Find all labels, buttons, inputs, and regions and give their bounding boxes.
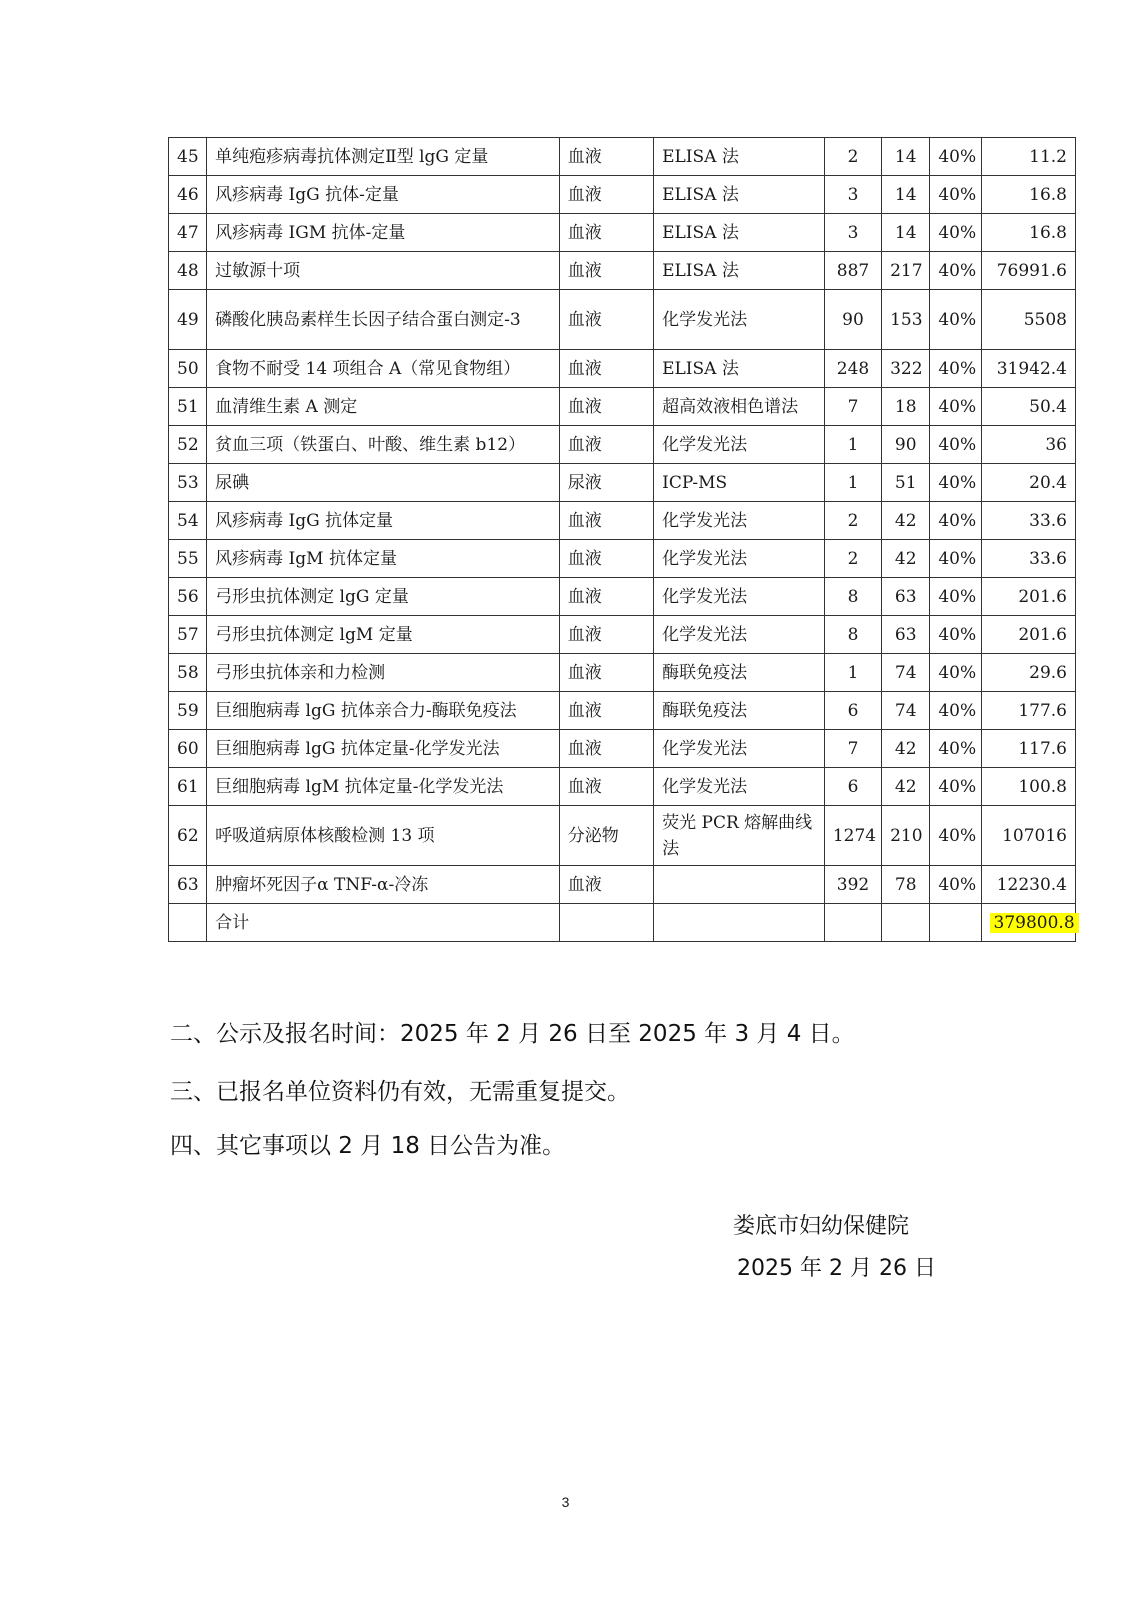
row-number-cell: 52 bbox=[169, 426, 207, 464]
unit-price-cell: 74 bbox=[882, 692, 930, 730]
unit-price-cell: 14 bbox=[882, 138, 930, 176]
sample-type-cell: 血液 bbox=[559, 730, 653, 768]
announcement-validity: 三、已报名单位资料仍有效，无需重复提交。 bbox=[170, 1079, 630, 1105]
quantity-cell: 7 bbox=[824, 388, 881, 426]
item-name-cell: 单纯疱疹病毒抗体测定Ⅱ型 lgG 定量 bbox=[207, 138, 560, 176]
table-row bbox=[169, 290, 1076, 350]
amount-cell: 33.6 bbox=[981, 502, 1075, 540]
table-row bbox=[169, 252, 1076, 290]
page-number: 3 bbox=[561, 1494, 570, 1510]
amount-cell: 201.6 bbox=[981, 616, 1075, 654]
quantity-cell: 887 bbox=[824, 252, 881, 290]
item-name-cell: 巨细胞病毒 lgM 抗体定量-化学发光法 bbox=[207, 768, 560, 806]
item-name-cell: 弓形虫抗体测定 lgM 定量 bbox=[207, 616, 560, 654]
announcement-other: 四、其它事项以 2 月 18 日公告为准。 bbox=[170, 1133, 566, 1159]
sample-type-cell: 分泌物 bbox=[559, 806, 653, 866]
row-number-cell: 51 bbox=[169, 388, 207, 426]
unit-price-cell: 217 bbox=[882, 252, 930, 290]
rate-cell: 40% bbox=[930, 426, 981, 464]
rate-cell: 40% bbox=[930, 388, 981, 426]
amount-cell: 16.8 bbox=[981, 214, 1075, 252]
unit-price-cell: 153 bbox=[882, 290, 930, 350]
sample-type-cell: 血液 bbox=[559, 654, 653, 692]
unit-price-cell: 63 bbox=[882, 616, 930, 654]
table-row bbox=[169, 350, 1076, 388]
sample-type-cell: 血液 bbox=[559, 502, 653, 540]
total-amount: 379800.8 bbox=[990, 913, 1079, 933]
quantity-cell: 90 bbox=[824, 290, 881, 350]
amount-cell: 50.4 bbox=[981, 388, 1075, 426]
rate-cell: 40% bbox=[930, 654, 981, 692]
rate-cell: 40% bbox=[930, 768, 981, 806]
unit-price-cell: 78 bbox=[882, 866, 930, 904]
empty-cell bbox=[169, 904, 207, 942]
rate-cell: 40% bbox=[930, 730, 981, 768]
rate-cell: 40% bbox=[930, 806, 981, 866]
signature-date: 2025 年 2 月 26 日 bbox=[737, 1256, 936, 1281]
quantity-cell: 1 bbox=[824, 654, 881, 692]
quantity-cell: 392 bbox=[824, 866, 881, 904]
announcement-time: 二、公示及报名时间：2025 年 2 月 26 日至 2025 年 3 月 4 日。 bbox=[170, 1021, 855, 1047]
row-number-cell: 46 bbox=[169, 176, 207, 214]
test-method-cell: 化学发光法 bbox=[654, 540, 825, 578]
item-name-cell: 弓形虫抗体亲和力检测 bbox=[207, 654, 560, 692]
sample-type-cell: 血液 bbox=[559, 768, 653, 806]
row-number-cell: 58 bbox=[169, 654, 207, 692]
sample-type-cell: 血液 bbox=[559, 866, 653, 904]
unit-price-cell: 322 bbox=[882, 350, 930, 388]
sample-type-cell: 血液 bbox=[559, 214, 653, 252]
quantity-cell: 6 bbox=[824, 768, 881, 806]
sample-type-cell: 尿液 bbox=[559, 464, 653, 502]
item-name-cell: 巨细胞病毒 lgG 抗体亲合力-酶联免疫法 bbox=[207, 692, 560, 730]
amount-cell: 5508 bbox=[981, 290, 1075, 350]
row-number-cell: 49 bbox=[169, 290, 207, 350]
table-row bbox=[169, 214, 1076, 252]
sample-type-cell: 血液 bbox=[559, 578, 653, 616]
amount-cell: 107016 bbox=[981, 806, 1075, 866]
empty-cell bbox=[882, 904, 930, 942]
row-number-cell: 50 bbox=[169, 350, 207, 388]
table-row bbox=[169, 578, 1076, 616]
row-number-cell: 63 bbox=[169, 866, 207, 904]
row-number-cell: 62 bbox=[169, 806, 207, 866]
row-number-cell: 48 bbox=[169, 252, 207, 290]
item-name-cell: 风疹病毒 IGM 抗体-定量 bbox=[207, 214, 560, 252]
rate-cell: 40% bbox=[930, 464, 981, 502]
total-amount-cell bbox=[981, 904, 1075, 942]
test-method-cell: 化学发光法 bbox=[654, 290, 825, 350]
test-method-cell: 荧光 PCR 熔解曲线法 bbox=[654, 806, 825, 866]
unit-price-cell: 90 bbox=[882, 426, 930, 464]
quantity-cell: 8 bbox=[824, 578, 881, 616]
signature-org: 娄底市妇幼保健院 bbox=[733, 1214, 910, 1239]
item-name-cell: 弓形虫抗体测定 lgG 定量 bbox=[207, 578, 560, 616]
table-row bbox=[169, 806, 1076, 866]
rate-cell: 40% bbox=[930, 866, 981, 904]
test-method-cell: ELISA 法 bbox=[654, 138, 825, 176]
rate-cell: 40% bbox=[930, 214, 981, 252]
quantity-cell: 8 bbox=[824, 616, 881, 654]
rate-cell: 40% bbox=[930, 692, 981, 730]
item-name-cell: 尿碘 bbox=[207, 464, 560, 502]
sample-type-cell: 血液 bbox=[559, 350, 653, 388]
test-method-cell: 酶联免疫法 bbox=[654, 692, 825, 730]
sample-type-cell: 血液 bbox=[559, 388, 653, 426]
amount-cell: 31942.4 bbox=[981, 350, 1075, 388]
quantity-cell: 6 bbox=[824, 692, 881, 730]
row-number-cell: 45 bbox=[169, 138, 207, 176]
unit-price-cell: 42 bbox=[882, 768, 930, 806]
row-number-cell: 59 bbox=[169, 692, 207, 730]
unit-price-cell: 42 bbox=[882, 730, 930, 768]
unit-price-cell: 42 bbox=[882, 502, 930, 540]
quantity-cell: 3 bbox=[824, 214, 881, 252]
item-name-cell: 血清维生素 A 测定 bbox=[207, 388, 560, 426]
test-method-cell: 化学发光法 bbox=[654, 730, 825, 768]
table-row bbox=[169, 654, 1076, 692]
row-number-cell: 60 bbox=[169, 730, 207, 768]
test-method-cell: 化学发光法 bbox=[654, 578, 825, 616]
table-row bbox=[169, 176, 1076, 214]
total-label: 合计 bbox=[207, 904, 560, 942]
sample-type-cell: 血液 bbox=[559, 138, 653, 176]
amount-cell: 36 bbox=[981, 426, 1075, 464]
test-method-cell: ELISA 法 bbox=[654, 214, 825, 252]
table-row bbox=[169, 866, 1076, 904]
rate-cell: 40% bbox=[930, 138, 981, 176]
table-row bbox=[169, 768, 1076, 806]
amount-cell: 100.8 bbox=[981, 768, 1075, 806]
item-name-cell: 磷酸化胰岛素样生长因子结合蛋白测定-3 bbox=[207, 290, 560, 350]
item-name-cell: 风疹病毒 IgG 抗体-定量 bbox=[207, 176, 560, 214]
amount-cell: 29.6 bbox=[981, 654, 1075, 692]
table-row bbox=[169, 388, 1076, 426]
table-row bbox=[169, 692, 1076, 730]
quantity-cell: 248 bbox=[824, 350, 881, 388]
amount-cell: 16.8 bbox=[981, 176, 1075, 214]
amount-cell: 12230.4 bbox=[981, 866, 1075, 904]
table-row bbox=[169, 540, 1076, 578]
table-row bbox=[169, 464, 1076, 502]
item-name-cell: 贫血三项（铁蛋白、叶酸、维生素 b12） bbox=[207, 426, 560, 464]
test-method-cell: ELISA 法 bbox=[654, 252, 825, 290]
rate-cell: 40% bbox=[930, 176, 981, 214]
unit-price-cell: 14 bbox=[882, 214, 930, 252]
test-method-cell: 酶联免疫法 bbox=[654, 654, 825, 692]
sample-type-cell: 血液 bbox=[559, 616, 653, 654]
rate-cell: 40% bbox=[930, 502, 981, 540]
rate-cell: 40% bbox=[930, 290, 981, 350]
item-name-cell: 呼吸道病原体核酸检测 13 项 bbox=[207, 806, 560, 866]
test-method-cell: 化学发光法 bbox=[654, 502, 825, 540]
test-method-cell: 化学发光法 bbox=[654, 426, 825, 464]
table-row bbox=[169, 502, 1076, 540]
unit-price-cell: 51 bbox=[882, 464, 930, 502]
amount-cell: 33.6 bbox=[981, 540, 1075, 578]
test-method-cell bbox=[654, 866, 825, 904]
sample-type-cell: 血液 bbox=[559, 692, 653, 730]
sample-type-cell: 血液 bbox=[559, 252, 653, 290]
fee-table bbox=[168, 137, 1076, 942]
unit-price-cell: 42 bbox=[882, 540, 930, 578]
quantity-cell: 1 bbox=[824, 426, 881, 464]
item-name-cell: 风疹病毒 IgM 抗体定量 bbox=[207, 540, 560, 578]
row-number-cell: 54 bbox=[169, 502, 207, 540]
row-number-cell: 56 bbox=[169, 578, 207, 616]
unit-price-cell: 74 bbox=[882, 654, 930, 692]
unit-price-cell: 14 bbox=[882, 176, 930, 214]
quantity-cell: 2 bbox=[824, 138, 881, 176]
item-name-cell: 风疹病毒 IgG 抗体定量 bbox=[207, 502, 560, 540]
unit-price-cell: 63 bbox=[882, 578, 930, 616]
table-row bbox=[169, 616, 1076, 654]
item-name-cell: 巨细胞病毒 lgG 抗体定量-化学发光法 bbox=[207, 730, 560, 768]
sample-type-cell: 血液 bbox=[559, 176, 653, 214]
empty-cell bbox=[824, 904, 881, 942]
row-number-cell: 55 bbox=[169, 540, 207, 578]
test-method-cell: 化学发光法 bbox=[654, 616, 825, 654]
test-method-cell: ELISA 法 bbox=[654, 176, 825, 214]
quantity-cell: 2 bbox=[824, 502, 881, 540]
unit-price-cell: 18 bbox=[882, 388, 930, 426]
amount-cell: 20.4 bbox=[981, 464, 1075, 502]
unit-price-cell: 210 bbox=[882, 806, 930, 866]
item-name-cell: 过敏源十项 bbox=[207, 252, 560, 290]
sample-type-cell: 血液 bbox=[559, 540, 653, 578]
empty-cell bbox=[654, 904, 825, 942]
rate-cell: 40% bbox=[930, 578, 981, 616]
test-method-cell: 化学发光法 bbox=[654, 768, 825, 806]
rate-cell: 40% bbox=[930, 252, 981, 290]
table-body bbox=[169, 138, 1076, 942]
test-method-cell: ICP-MS bbox=[654, 464, 825, 502]
quantity-cell: 1274 bbox=[824, 806, 881, 866]
rate-cell: 40% bbox=[930, 616, 981, 654]
test-method-cell: ELISA 法 bbox=[654, 350, 825, 388]
empty-cell bbox=[930, 904, 981, 942]
amount-cell: 76991.6 bbox=[981, 252, 1075, 290]
amount-cell: 117.6 bbox=[981, 730, 1075, 768]
sample-type-cell: 血液 bbox=[559, 290, 653, 350]
quantity-cell: 1 bbox=[824, 464, 881, 502]
sample-type-cell: 血液 bbox=[559, 426, 653, 464]
row-number-cell: 57 bbox=[169, 616, 207, 654]
row-number-cell: 53 bbox=[169, 464, 207, 502]
quantity-cell: 7 bbox=[824, 730, 881, 768]
table-row bbox=[169, 730, 1076, 768]
table-row bbox=[169, 138, 1076, 176]
amount-cell: 201.6 bbox=[981, 578, 1075, 616]
rate-cell: 40% bbox=[930, 540, 981, 578]
item-name-cell: 肿瘤坏死因子α TNF-α-冷冻 bbox=[207, 866, 560, 904]
amount-cell: 11.2 bbox=[981, 138, 1075, 176]
rate-cell: 40% bbox=[930, 350, 981, 388]
item-name-cell: 食物不耐受 14 项组合 A（常见食物组） bbox=[207, 350, 560, 388]
row-number-cell: 61 bbox=[169, 768, 207, 806]
row-number-cell: 47 bbox=[169, 214, 207, 252]
total-row bbox=[169, 904, 1076, 942]
empty-cell bbox=[559, 904, 653, 942]
quantity-cell: 2 bbox=[824, 540, 881, 578]
amount-cell: 177.6 bbox=[981, 692, 1075, 730]
table-row bbox=[169, 426, 1076, 464]
test-method-cell: 超高效液相色谱法 bbox=[654, 388, 825, 426]
quantity-cell: 3 bbox=[824, 176, 881, 214]
